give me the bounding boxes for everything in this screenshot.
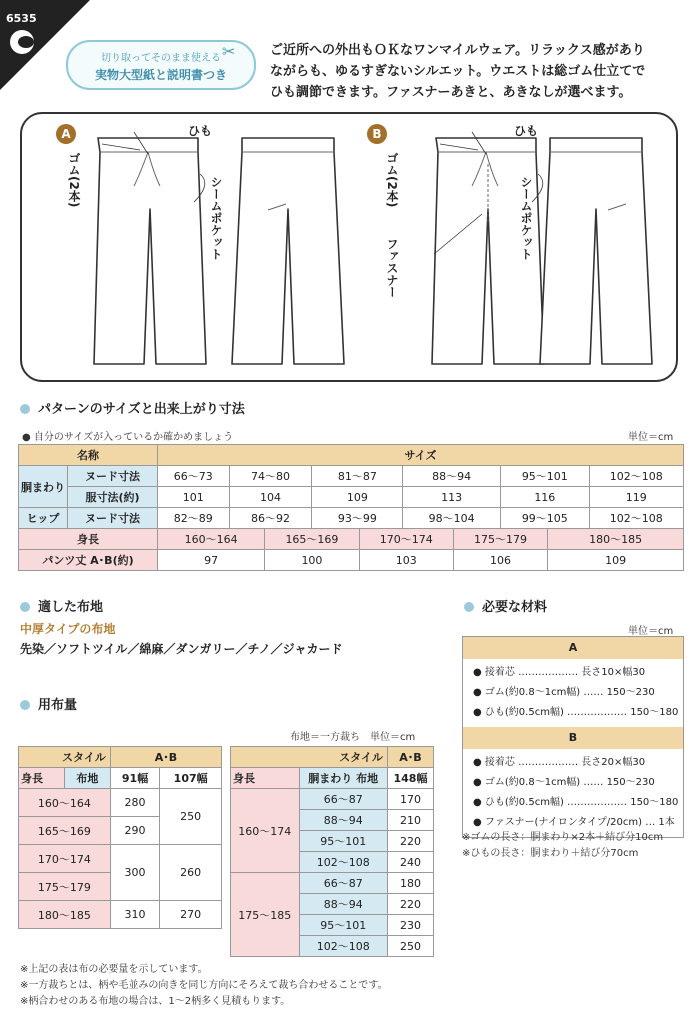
- pants-a-front: [94, 138, 206, 364]
- illustration-panel: [20, 112, 678, 382]
- table-row: 身長 胴まわり 布地 148幅: [231, 768, 434, 789]
- bullet-icon: [20, 404, 30, 414]
- list-item: ● ファスナー(ナイロンタイプ/20cm) … 1本: [473, 817, 675, 828]
- table-row: スタイル A･B: [19, 747, 222, 768]
- himo-label-a: ひも: [188, 124, 213, 138]
- fabric-section-title: 適した布地: [20, 596, 103, 615]
- materials-section-title: 必要な材料: [464, 596, 547, 615]
- table-row: 165〜169 290: [19, 817, 222, 845]
- table-row: スタイル A･B: [231, 747, 434, 768]
- table-row: 95〜101 220: [231, 831, 434, 852]
- table-row: 180〜185 310 270: [19, 901, 222, 929]
- yardage-table-2: [230, 746, 434, 957]
- size-table: [18, 444, 684, 571]
- materials-notes: ※ゴムの長さ：胴まわり×2本＋結び分10cm ※ひもの長さ：胴まわり＋結び分70cm: [462, 832, 664, 859]
- intro-line: ご近所への外出もＯＫなワンマイルウェア。リラックス感があり: [270, 43, 645, 58]
- list-item: ● ひも(約0.5cm幅) ……………… 150〜180: [473, 707, 679, 718]
- style-b-marker: B: [367, 124, 387, 144]
- pocket-label-a: シームポケット: [209, 176, 223, 260]
- yardage-table-1: [18, 746, 222, 929]
- row-label: ヌード寸法: [68, 466, 158, 487]
- style-a-marker: A: [56, 124, 76, 144]
- materials-b-header: B: [463, 727, 683, 749]
- list-item: ● 接着芯 ……………… 長さ20×幅30: [473, 757, 646, 768]
- table-row: 胴まわり ヌード寸法 66〜73 74〜80 81〜87 88〜94 95〜101 102〜108: [19, 466, 684, 487]
- table-row: 88〜94 210: [231, 810, 434, 831]
- intro-line: ながらも、ゆるすぎないシルエット。ウエストは総ゴム仕立てで: [270, 64, 646, 79]
- list-item: ● 接着芯 ……………… 長さ10×幅30: [473, 667, 646, 678]
- row-label: ヌード寸法: [68, 508, 158, 529]
- fabric-type: 中厚タイプの布地: [20, 622, 116, 636]
- brand-logo-icon: [10, 30, 34, 54]
- pants-illustration: [22, 114, 680, 384]
- table-row: 175〜179: [19, 873, 222, 901]
- bullet-icon: [20, 602, 30, 612]
- row-label: 服寸法(約): [68, 487, 158, 508]
- row-label: 身長: [19, 529, 158, 550]
- row-label: パンツ丈 A･B(約): [19, 550, 158, 571]
- fastener-label-b: ファスナー: [385, 238, 399, 298]
- materials-unit: 単位＝cm: [628, 626, 674, 637]
- pants-b-back: [540, 138, 652, 364]
- table-row: 160〜164 280 250: [19, 789, 222, 817]
- materials-box: [462, 636, 684, 838]
- row-label: ヒップ: [19, 508, 68, 529]
- list-item: ● ゴム(約0.8〜1cm幅) …… 150〜230: [473, 687, 655, 698]
- table-row: 服寸法(約) 101 104 109 113 116 119: [19, 487, 684, 508]
- table-row: 身長 布地 91幅 107幅: [19, 768, 222, 789]
- intro-line: ひも調節できます。ファスナーあきと、あきなしが選べます。: [270, 85, 632, 100]
- table-row: 身長 160〜164 165〜169 170〜174 175〜179 180〜185: [19, 529, 684, 550]
- yardage-notes: ※上記の表は布の必要量を示しています。 ※一方裁ちとは、柄や毛並みの向きを同じ方向にそろえて裁ち合わせることです。 ※柄合わせのある布地の場合は、1〜2柄多く見積もります。: [20, 964, 388, 1007]
- bullet-icon: [464, 602, 474, 612]
- yardage-section-title: 用布量: [20, 694, 77, 713]
- yardage-note: 布地＝一方裁ち 単位＝cm: [290, 732, 416, 743]
- size-unit: 単位＝cm: [628, 432, 674, 443]
- table-row: 95〜101 230: [231, 915, 434, 936]
- list-item: ● ひも(約0.5cm幅) ……………… 150〜180: [473, 797, 679, 808]
- row-label: 胴まわり: [19, 466, 68, 508]
- table-row: 88〜94 220: [231, 894, 434, 915]
- col-header-name: 名称: [19, 445, 158, 466]
- bullet-icon: [20, 700, 30, 710]
- table-row: 102〜108 250: [231, 936, 434, 957]
- table-row: ヒップ ヌード寸法 82〜89 86〜92 93〜99 98〜104 99〜105 102〜108: [19, 508, 684, 529]
- table-row: [19, 445, 684, 466]
- pocket-label-b: シームポケット: [519, 176, 533, 260]
- scissors-icon: ✂: [222, 42, 236, 61]
- materials-b-list: [463, 749, 683, 837]
- table-row: 160〜174 66〜87 170: [231, 789, 434, 810]
- himo-label-b: ひも: [514, 124, 539, 138]
- col-header-size: サイズ: [158, 445, 684, 466]
- gomu-label-b: ゴム(2本): [385, 152, 399, 208]
- table-row: 102〜108 240: [231, 852, 434, 873]
- table-row: 175〜185 66〜87 180: [231, 873, 434, 894]
- size-note: ● 自分のサイズが入っているか確かめましょう: [22, 432, 234, 443]
- materials-a-header: A: [463, 637, 683, 659]
- table-row: 170〜174 300 260: [19, 845, 222, 873]
- gomu-label-a: ゴム(2本): [67, 152, 81, 208]
- fabric-list: 先染／ソフトツイル／綿麻／ダンガリー／チノ／ジャカード: [20, 642, 343, 656]
- list-item: ● ゴム(約0.8〜1cm幅) …… 150〜230: [473, 777, 655, 788]
- badge-line1: 切り取ってそのまま使える: [101, 53, 221, 64]
- size-section-title: パターンのサイズと出来上がり寸法: [20, 398, 245, 417]
- materials-a-list: [463, 659, 683, 727]
- page-number: 6535: [6, 12, 37, 25]
- pants-a-back: [232, 138, 344, 364]
- intro-text: [270, 40, 690, 103]
- badge-line2: 実物大型紙と説明書つき: [94, 68, 227, 82]
- table-row: パンツ丈 A･B(約) 97 100 103 106 109: [19, 550, 684, 571]
